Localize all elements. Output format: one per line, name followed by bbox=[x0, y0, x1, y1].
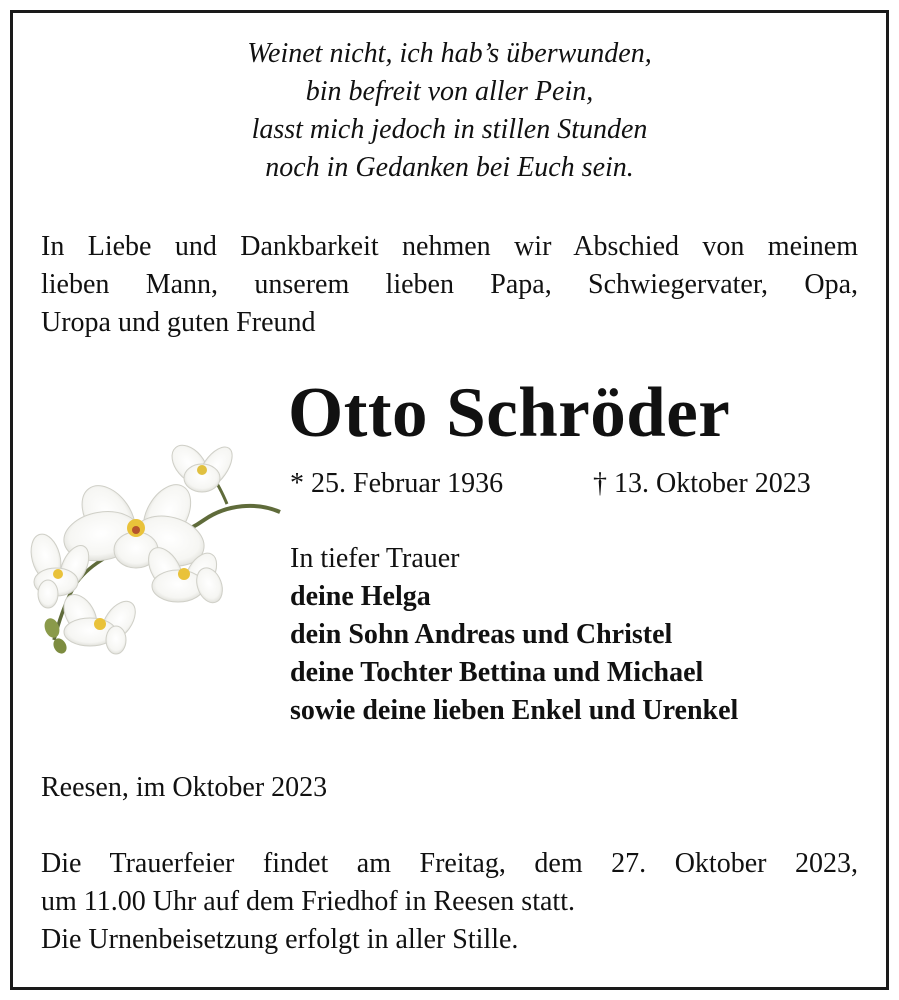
poem-line: bin befreit von aller Pein, bbox=[305, 76, 594, 107]
orchid-icon bbox=[22, 432, 284, 664]
poem-line: Weinet nicht, ich hab’s überwunden, bbox=[247, 38, 652, 69]
mourners-heading: In tiefer Trauer bbox=[290, 543, 460, 574]
mourner-line: deine Helga bbox=[290, 581, 431, 612]
place-date: Reesen, im Oktober 2023 bbox=[41, 772, 328, 803]
birth-date: * 25. Februar 1936 bbox=[290, 468, 504, 499]
deceased-name: Otto Schröder bbox=[288, 374, 731, 452]
intro-line: In Liebe und Dankbarkeit nehmen wir Abschied von meinem bbox=[41, 231, 858, 262]
intro-line: Uropa und guten Freund bbox=[41, 307, 316, 338]
poem bbox=[0, 35, 899, 187]
mourner-line: dein Sohn Andreas und Christel bbox=[290, 619, 673, 650]
mourner-line: sowie deine lieben Enkel und Urenkel bbox=[290, 695, 739, 726]
service-line: um 11.00 Uhr auf dem Friedhof in Reesen statt. bbox=[41, 886, 575, 917]
service-line: Die Urnenbeisetzung erfolgt in aller Stille. bbox=[41, 924, 519, 955]
mourner-line: deine Tochter Bettina und Michael bbox=[290, 657, 704, 688]
intro-text bbox=[41, 228, 858, 342]
death-date: † 13. Oktober 2023 bbox=[593, 468, 811, 499]
service-line: Die Trauerfeier findet am Freitag, dem 27. Oktober 2023, bbox=[41, 848, 858, 879]
mourners-block bbox=[290, 540, 738, 730]
service-info bbox=[41, 845, 858, 959]
poem-line: lasst mich jedoch in stillen Stunden bbox=[251, 114, 648, 145]
poem-line: noch in Gedanken bei Euch sein. bbox=[265, 152, 634, 183]
intro-line: lieben Mann, unserem lieben Papa, Schwiegervater, Opa, bbox=[41, 269, 858, 300]
